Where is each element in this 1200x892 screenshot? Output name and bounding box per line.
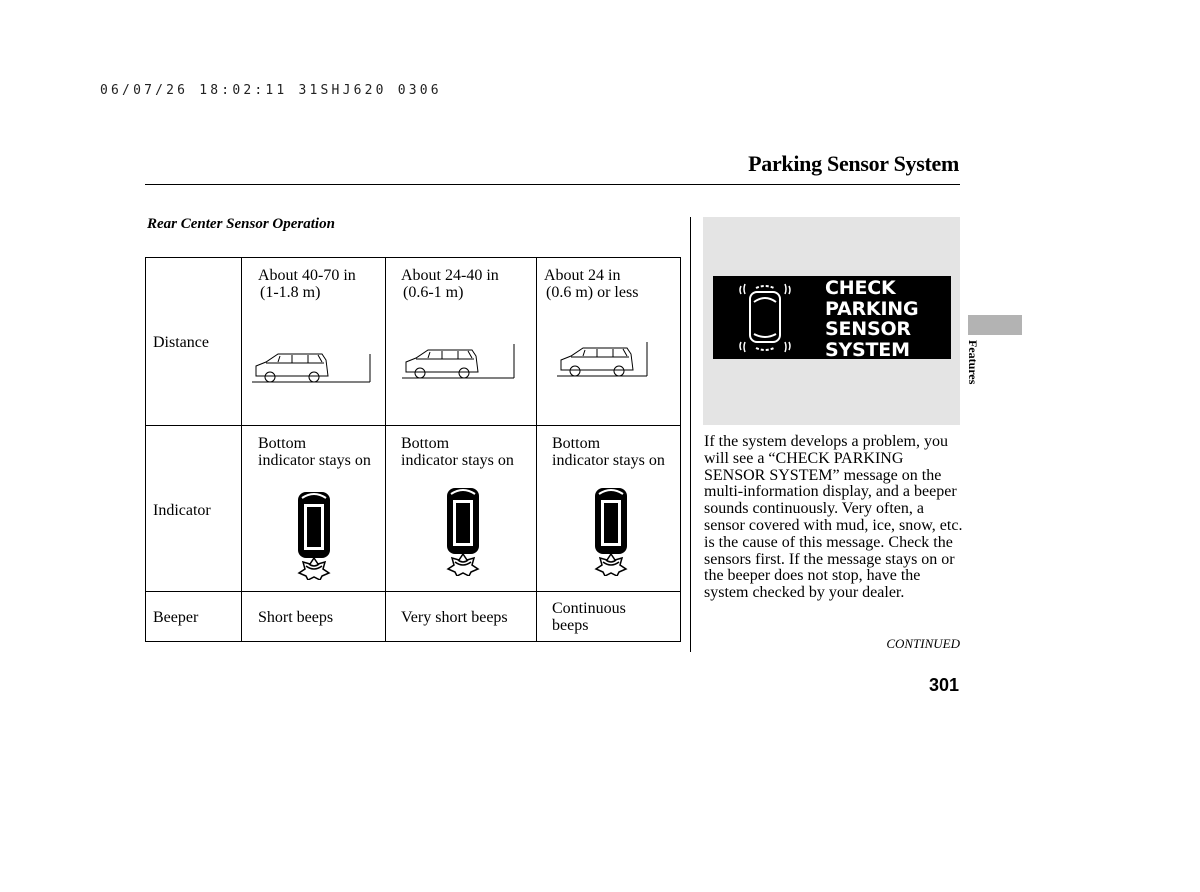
- print-stamp: 06/07/26 18:02:11 31SHJ620 0306: [100, 83, 442, 98]
- indicator-line1: Bottom: [258, 435, 307, 452]
- distance-metric: (0.6-1 m): [403, 284, 464, 301]
- distance-range: About 24 in: [544, 267, 621, 284]
- beeper-text: beeps: [552, 617, 589, 634]
- page-number: 301: [928, 675, 959, 695]
- sensor-operation-table: [145, 257, 681, 642]
- beeper-cell-2: [386, 592, 537, 642]
- minivan-side-icon: [557, 340, 677, 382]
- row-label-indicator: Indicator: [146, 426, 242, 592]
- distance-range: About 40-70 in: [258, 267, 356, 284]
- title-rule: [145, 184, 960, 185]
- beeper-cell-1: [242, 592, 386, 642]
- indicator-line2: indicator stays on: [258, 452, 371, 469]
- distance-range: About 24-40 in: [401, 267, 499, 284]
- indicator-line1: Bottom: [552, 435, 601, 452]
- parking-indicator-icon: [292, 488, 336, 580]
- distance-cell-3: [537, 258, 681, 426]
- section-subheading: Rear Center Sensor Operation: [147, 216, 335, 232]
- parking-indicator-icon: [441, 484, 485, 576]
- row-label-beeper: Beeper: [146, 592, 242, 642]
- minivan-side-icon: [402, 344, 532, 384]
- distance-metric: (1-1.8 m): [260, 284, 321, 301]
- beeper-text: Very short beeps: [401, 609, 508, 626]
- distance-cell-2: [386, 258, 537, 426]
- indicator-line2: indicator stays on: [401, 452, 514, 469]
- indicator-cell-3: [537, 426, 681, 592]
- beeper-cell-3: [537, 592, 681, 642]
- distance-metric: (0.6 m) or less: [546, 284, 639, 301]
- page-title: Parking Sensor System: [748, 151, 959, 176]
- distance-cell-1: [242, 258, 386, 426]
- parking-sensor-car-icon: [737, 278, 793, 358]
- indicator-cell-1: [242, 426, 386, 592]
- section-tab-label: Features: [966, 340, 980, 385]
- beeper-text: Continuous: [552, 600, 626, 617]
- beeper-text: Short beeps: [258, 609, 334, 626]
- multi-information-display: [713, 276, 951, 359]
- parking-indicator-icon: [589, 484, 633, 576]
- body-paragraph: If the system develops a problem, you will see a “CHECK PARKING SENSOR SYSTEM” message on the multi-information display, and a beeper sounds continuously. Very often, a sensor covered with mud, ice, snow, etc. is the cause of this message. Check the sensors first. If the message stays on or the beeper does not stop, have the system checked by your dealer.: [704, 433, 963, 602]
- indicator-line1: Bottom: [401, 435, 450, 452]
- check-parking-sensor-message: CHECK PARKING SENSOR SYSTEM: [825, 277, 919, 361]
- minivan-side-icon: [252, 348, 376, 388]
- column-divider: [690, 217, 691, 652]
- continued-label: CONTINUED: [886, 636, 960, 651]
- row-label-distance: Distance: [146, 258, 242, 426]
- section-tab-marker: [968, 315, 1022, 335]
- indicator-cell-2: [386, 426, 537, 592]
- indicator-line2: indicator stays on: [552, 452, 665, 469]
